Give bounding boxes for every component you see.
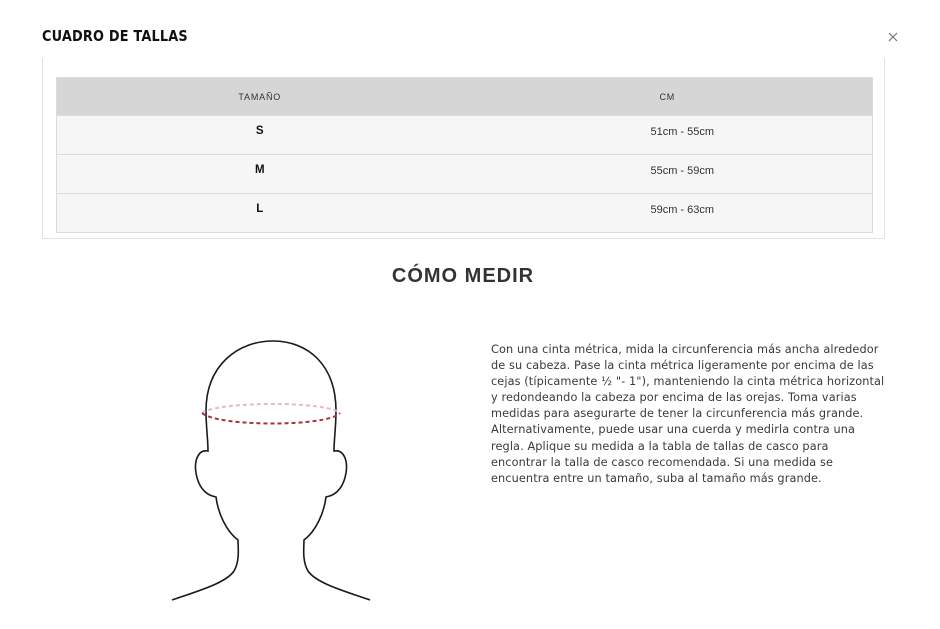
head-measurement-icon: [168, 335, 378, 605]
table-row: [57, 116, 873, 155]
cm-cell: [463, 116, 873, 155]
modal-title: CUADRO DE TALLAS: [42, 27, 188, 45]
table-header-row: [57, 78, 873, 116]
cm-range: 51cm - 55cm: [650, 126, 715, 138]
measure-instructions: Con una cinta métrica, mida la circunferencia más ancha alrededor de su cabeza. Pase la cinta métrica ligeramente por encima de las cejas (típicamente ½ "- 1"), manteniendo la cinta métrica horizontal y redondeando la cabeza por encima de las orejas. Toma varias medidas para asegurarte de tener la circunferencia más grande. Alternativamente, puede usar una cuerda y medirla contra una regla. Aplique su medida a la tabla de tallas de casco para encontrar la talla de casco recomendada. Si una medida se encuentra entre un tamaño, suba al tamaño más grande.: [491, 343, 885, 485]
cm-range: 59cm - 63cm: [650, 204, 715, 216]
size-cell: S: [57, 116, 463, 155]
size-cell: L: [57, 194, 463, 233]
cm-range: 55cm - 59cm: [650, 165, 715, 177]
cm-cell: [463, 194, 873, 233]
size-table: [56, 77, 873, 233]
table-row: [57, 155, 873, 194]
how-to-measure-heading: CÓMO MEDIR: [391, 265, 535, 287]
close-button[interactable]: [885, 29, 901, 45]
size-table-panel: [42, 58, 885, 239]
column-header-cm: CM: [463, 78, 873, 116]
table-row: [57, 194, 873, 233]
column-header-size: TAMAÑO: [57, 78, 463, 116]
size-cell: M: [57, 155, 463, 194]
cm-cell: [463, 155, 873, 194]
close-icon[interactable]: [885, 29, 901, 45]
